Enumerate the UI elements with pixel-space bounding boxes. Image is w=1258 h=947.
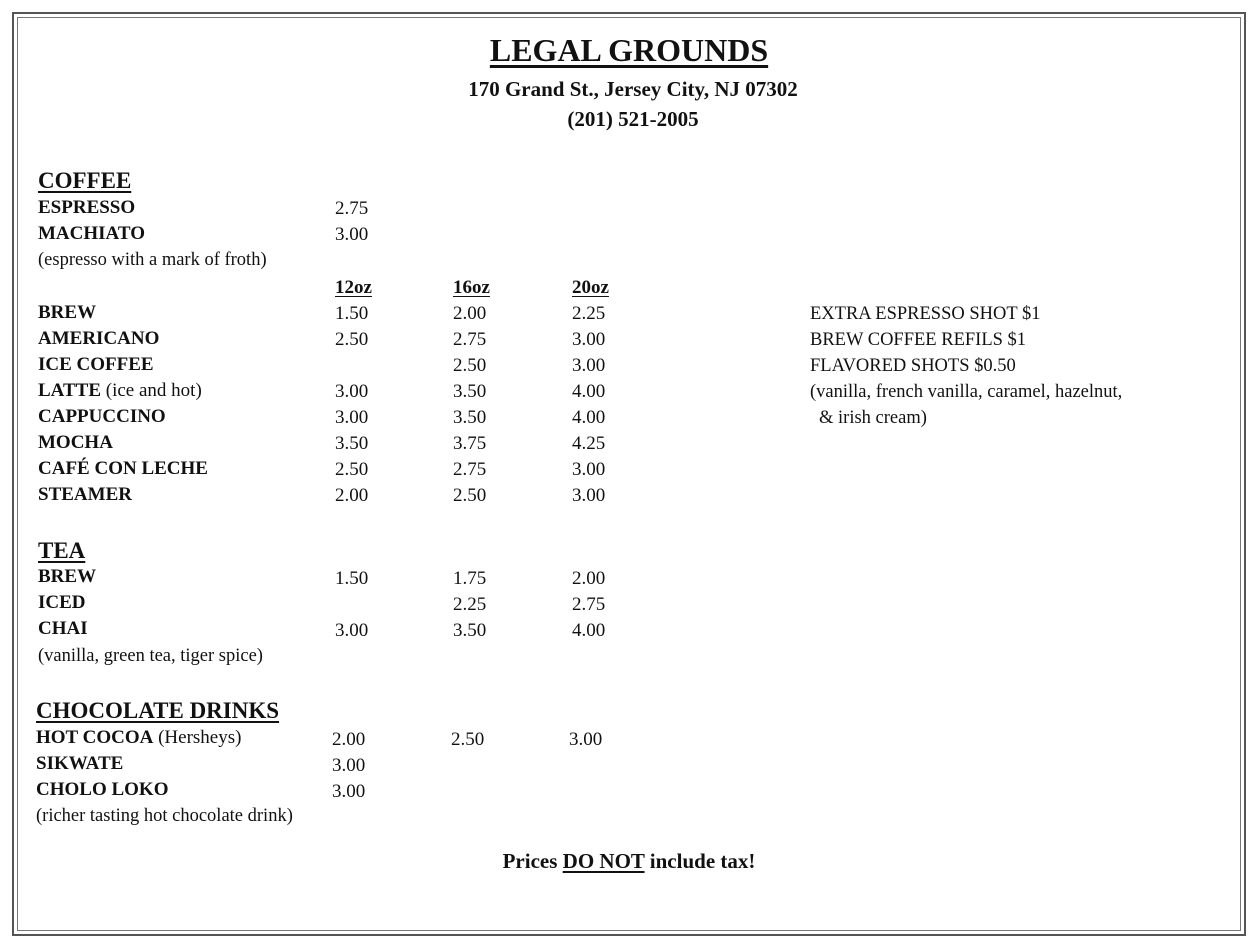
- size-header-16oz: 16oz: [453, 277, 490, 298]
- brew-coffee-refills: BREW COFFEE REFILS $1: [810, 330, 1027, 350]
- coffee-item-name: CAFÉ CON LECHE: [38, 458, 208, 479]
- size-header-20oz: 20oz: [572, 277, 609, 298]
- coffee-item-name: ICE COFFEE: [38, 354, 154, 375]
- size-header-12oz: 12oz: [335, 277, 372, 298]
- tea-price-20oz: 2.00: [572, 568, 606, 589]
- coffee-item-name: CAPPUCCINO: [38, 406, 166, 427]
- coffee-price-12oz: 2.50: [335, 459, 369, 480]
- coffee-price-20oz: 3.00: [572, 459, 606, 480]
- espresso-price: 2.75: [335, 198, 369, 219]
- coffee-item-name: LATTE (ice and hot): [38, 380, 202, 401]
- tax-notice: Prices DO NOT include tax!: [502, 849, 756, 873]
- flavored-shots: FLAVORED SHOTS $0.50: [810, 356, 1016, 376]
- coffee-item-name: STEAMER: [38, 484, 132, 505]
- tea-price-16oz: 3.50: [453, 620, 487, 641]
- chocolate-price-12oz: 2.00: [332, 729, 366, 750]
- tea-price-16oz: 2.25: [453, 594, 487, 615]
- cholo-loko-note: (richer tasting hot chocolate drink): [36, 806, 293, 826]
- coffee-price-20oz: 4.00: [572, 407, 606, 428]
- coffee-price-12oz: 1.50: [335, 303, 369, 324]
- extra-espresso-shot: EXTRA ESPRESSO SHOT $1: [810, 304, 1041, 324]
- tea-price-12oz: 1.50: [335, 568, 369, 589]
- chocolate-item-name: SIKWATE: [36, 753, 124, 774]
- coffee-price-20oz: 4.25: [572, 433, 606, 454]
- tea-price-16oz: 1.75: [453, 568, 487, 589]
- address: 170 Grand St., Jersey City, NJ 07302: [468, 77, 798, 101]
- tea-item-name: BREW: [38, 566, 97, 587]
- coffee-price-20oz: 3.00: [572, 355, 606, 376]
- chai-note: (vanilla, green tea, tiger spice): [38, 646, 263, 666]
- coffee-price-12oz: 3.50: [335, 433, 369, 454]
- chocolate-price-12oz: 3.00: [332, 781, 366, 802]
- tea-price-20oz: 4.00: [572, 620, 606, 641]
- coffee-heading: COFFEE: [38, 168, 132, 193]
- flavored-shots-note: (vanilla, french vanilla, caramel, hazelnut,: [810, 382, 1123, 402]
- chocolate-item-name: CHOLO LOKO: [36, 779, 169, 800]
- flavored-shots-note-cont: & irish cream): [819, 408, 927, 428]
- chocolate-price-20oz: 3.00: [569, 729, 603, 750]
- coffee-price-12oz: 3.00: [335, 407, 369, 428]
- coffee-price-20oz: 3.00: [572, 485, 606, 506]
- menu-title: LEGAL GROUNDS: [489, 32, 769, 68]
- coffee-item-name: AMERICANO: [38, 328, 160, 349]
- coffee-price-16oz: 2.75: [453, 329, 487, 350]
- tea-price-20oz: 2.75: [572, 594, 606, 615]
- coffee-price-20oz: 4.00: [572, 381, 606, 402]
- coffee-price-12oz: 2.50: [335, 329, 369, 350]
- coffee-price-16oz: 2.00: [453, 303, 487, 324]
- machiato-note: (espresso with a mark of froth): [38, 250, 267, 270]
- coffee-price-16oz: 3.75: [453, 433, 487, 454]
- machiato-name: MACHIATO: [38, 223, 145, 244]
- phone-number: (201) 521-2005: [567, 107, 699, 131]
- coffee-price-16oz: 3.50: [453, 381, 487, 402]
- machiato-price: 3.00: [335, 224, 369, 245]
- chocolate-item-name: HOT COCOA (Hersheys): [36, 727, 242, 748]
- coffee-price-20oz: 3.00: [572, 329, 606, 350]
- coffee-item-name: BREW: [38, 302, 97, 323]
- tea-heading: TEA: [38, 538, 86, 563]
- coffee-price-12oz: 2.00: [335, 485, 369, 506]
- coffee-price-16oz: 2.75: [453, 459, 487, 480]
- coffee-price-20oz: 2.25: [572, 303, 606, 324]
- tea-item-name: CHAI: [38, 618, 88, 639]
- espresso-name: ESPRESSO: [38, 197, 136, 218]
- coffee-price-16oz: 3.50: [453, 407, 487, 428]
- chocolate-heading: CHOCOLATE DRINKS: [36, 698, 280, 723]
- chocolate-price-16oz: 2.50: [451, 729, 485, 750]
- coffee-price-12oz: 3.00: [335, 381, 369, 402]
- tea-price-12oz: 3.00: [335, 620, 369, 641]
- tea-item-name: ICED: [38, 592, 86, 613]
- coffee-price-16oz: 2.50: [453, 485, 487, 506]
- chocolate-price-12oz: 3.00: [332, 755, 366, 776]
- coffee-price-16oz: 2.50: [453, 355, 487, 376]
- coffee-item-name: MOCHA: [38, 432, 113, 453]
